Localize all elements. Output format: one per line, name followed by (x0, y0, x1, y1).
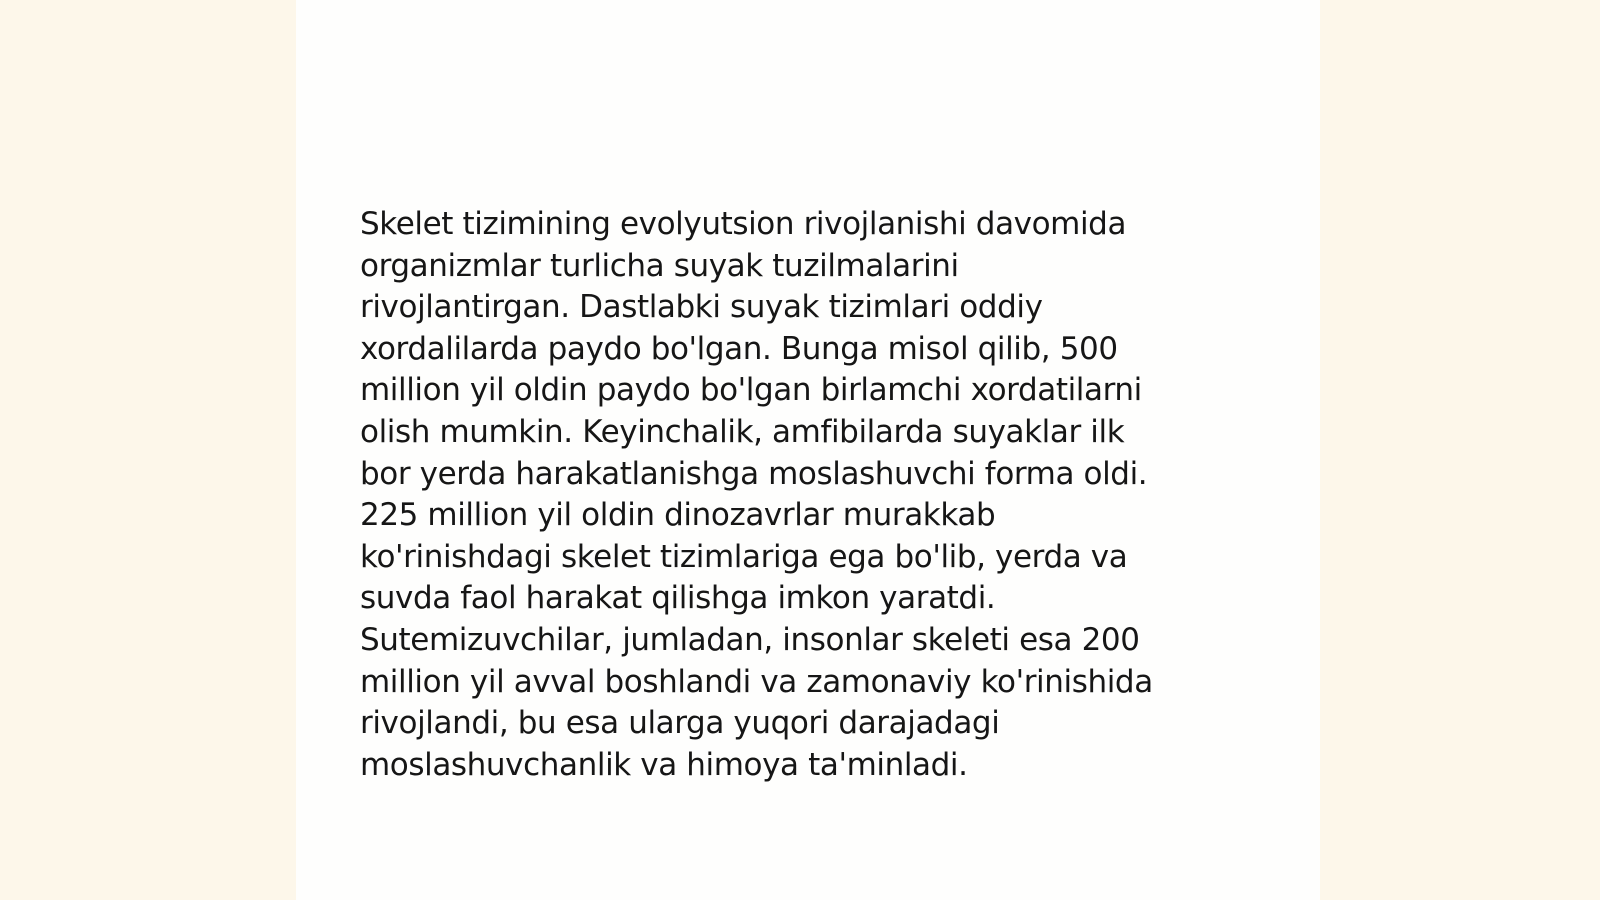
paragraph-line: Skelet tizimining evolyutsion rivojlanishi davomida (360, 206, 1127, 242)
paragraph-line: rivojlandi, bu esa ularga yuqori darajadagi (360, 705, 1000, 742)
paragraph-line: million yil avval boshlandi va zamonaviy ko'rinishida (360, 663, 1153, 700)
slide-body-paragraph (360, 204, 1220, 786)
paragraph-line: 225 million yil oldin dinozavrlar murakkab (360, 497, 996, 534)
paragraph-line: suvda faol harakat qilishga imkon yaratdi. (360, 580, 996, 617)
paragraph-line: million yil oldin paydo bo'lgan birlamchi xordatilarni (360, 372, 1142, 409)
paragraph-line: organizmlar turlicha suyak tuzilmalarini (360, 247, 959, 284)
slide (296, 0, 1320, 900)
paragraph-line: ko'rinishdagi skelet tizimlariga ega bo'lib, yerda va (360, 538, 1128, 575)
paragraph-line: bor yerda harakatlanishga moslashuvchi forma oldi. (360, 455, 1148, 492)
paragraph-line: rivojlantirgan. Dastlabki suyak tizimlari oddiy (360, 289, 1043, 326)
paragraph-line: xordalilarda paydo bo'lgan. Bunga misol qilib, 500 (360, 330, 1118, 367)
paragraph-line: moslashuvchanlik va himoya ta'minladi. (360, 746, 968, 783)
paragraph-line: Sutemizuvchilar, jumladan, insonlar skeleti esa 200 (360, 621, 1140, 658)
paragraph-line: olish mumkin. Keyinchalik, amfibilarda suyaklar ilk (360, 413, 1125, 450)
